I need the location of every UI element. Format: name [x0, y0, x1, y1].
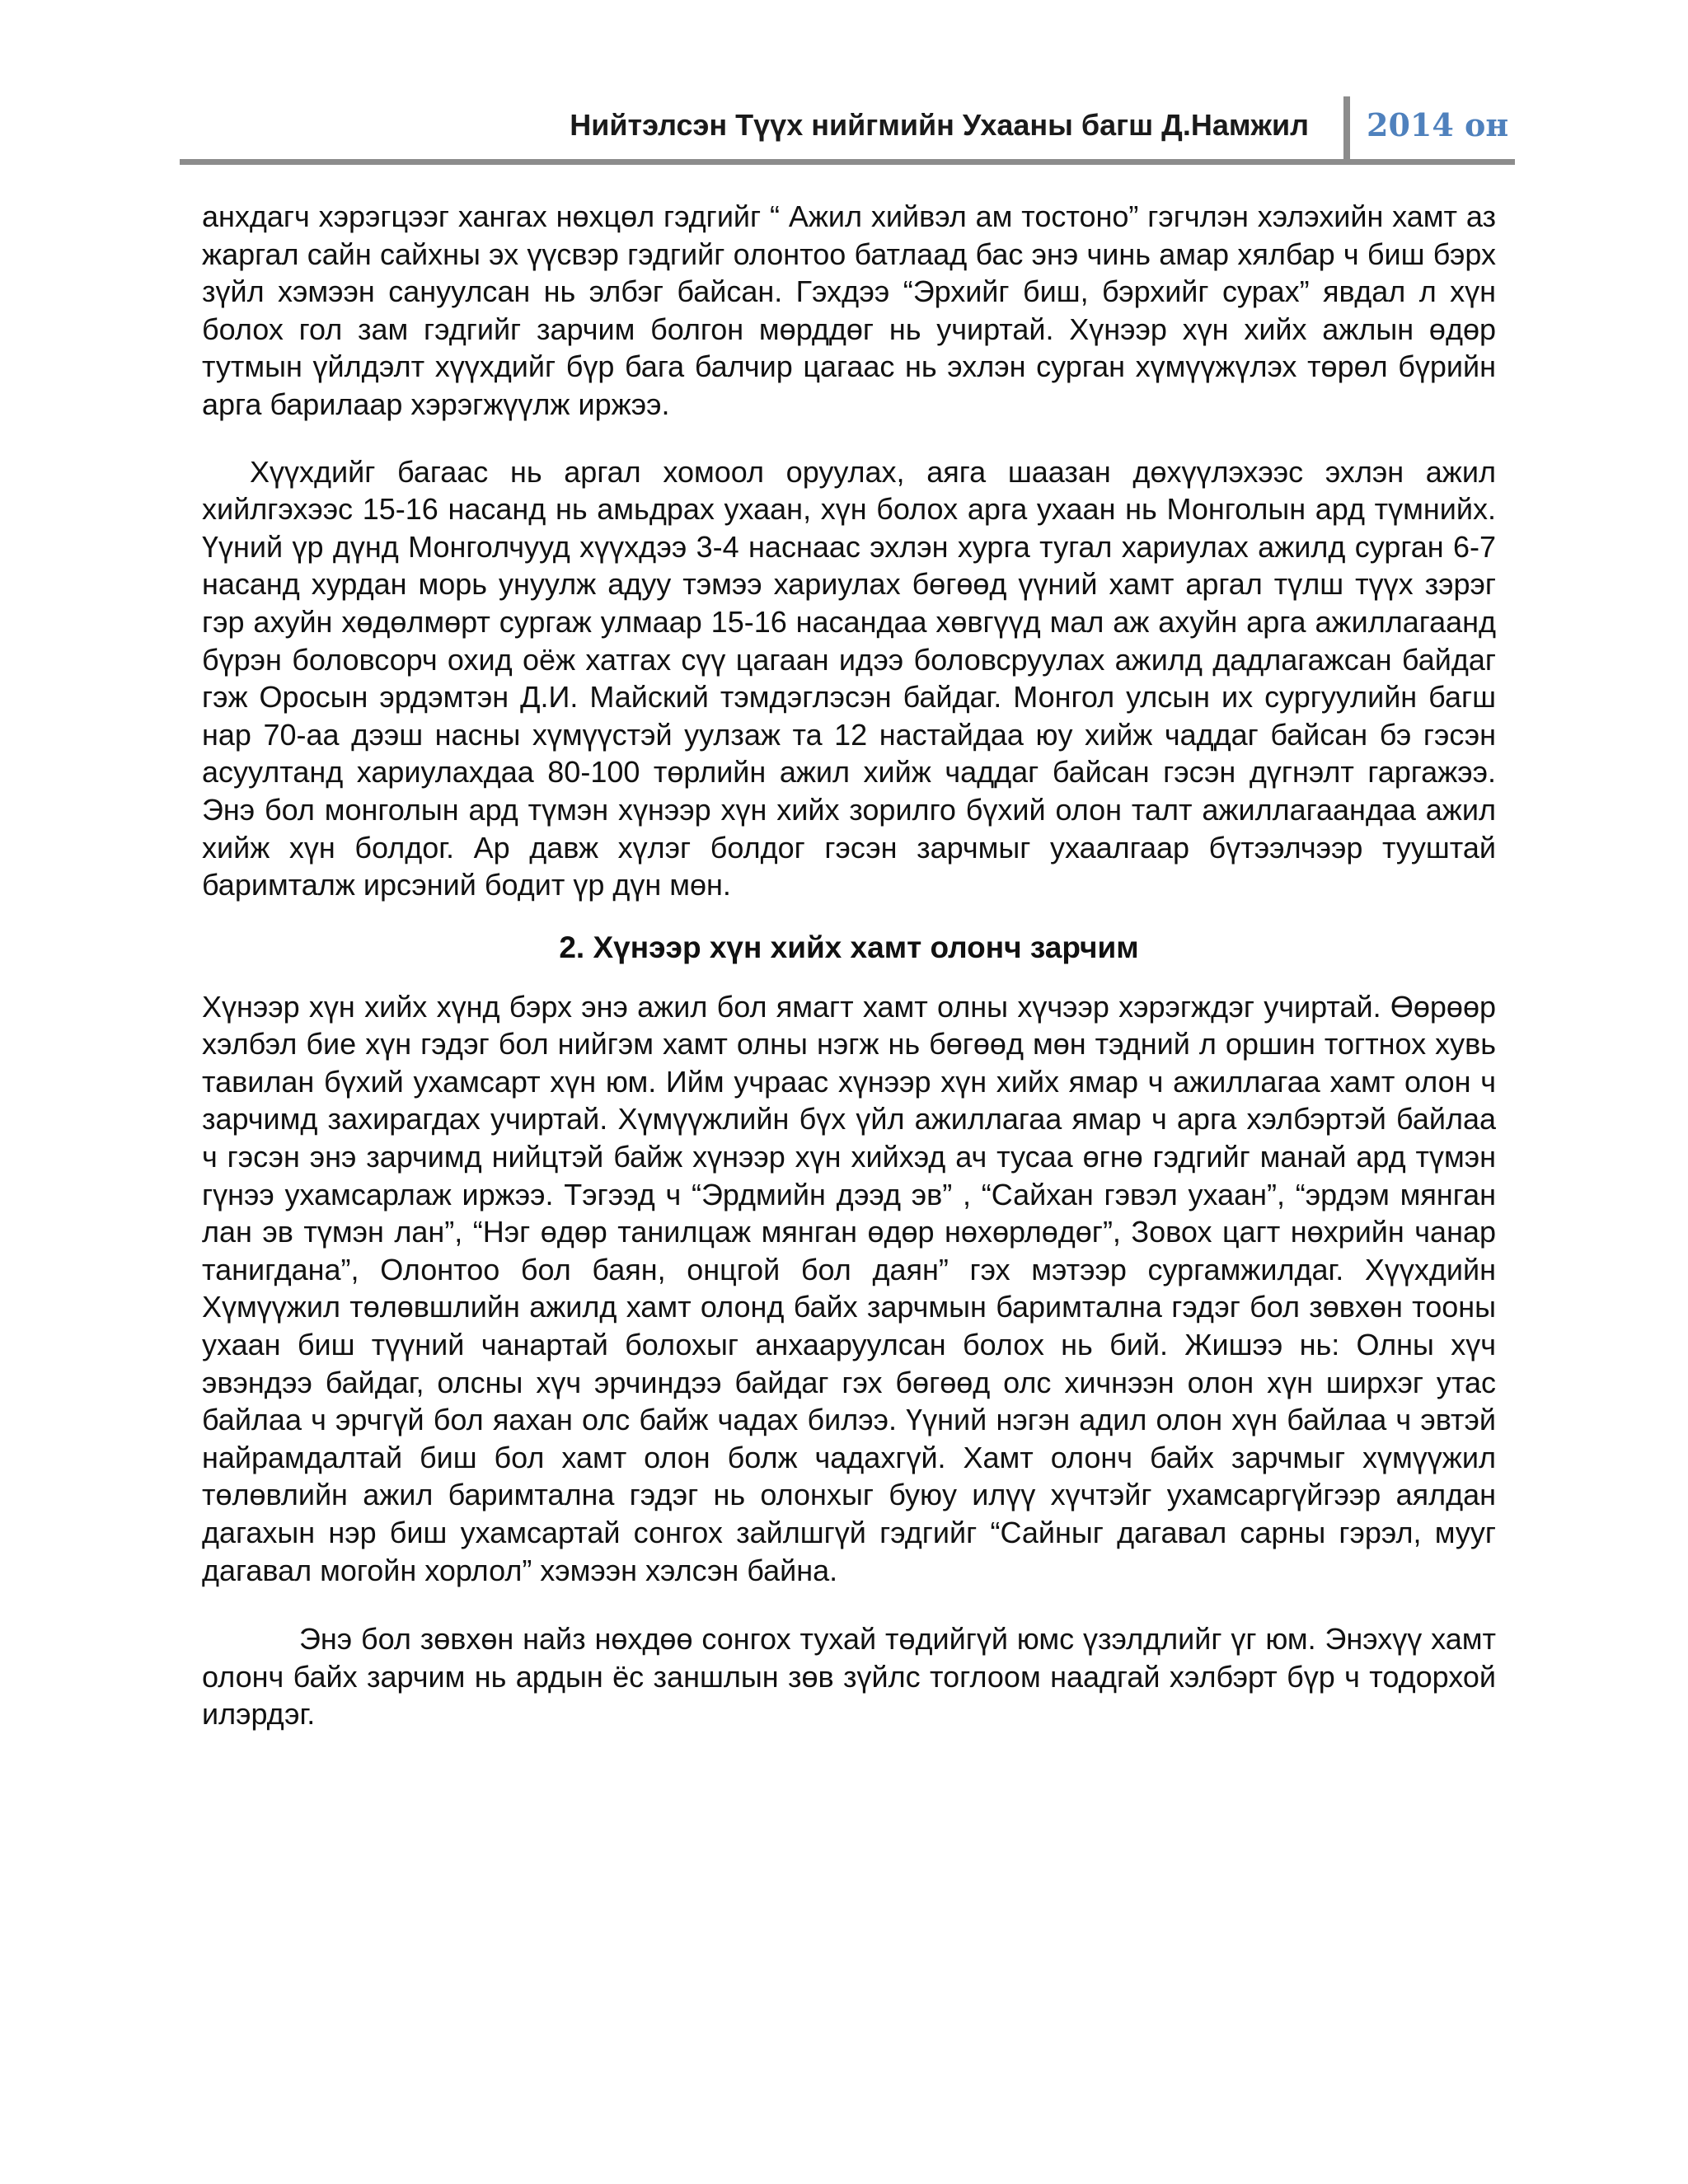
page-header — [180, 95, 1515, 161]
paragraph-4: Энэ бол зөвхөн найз нөхдөө сонгох тухай төдийгүй юмс үзэлдлийг үг юм. Энэхүү хамт олонч байх зарчим нь ардын ёс заншлын зөв зүйлс тоглоом наадгай хэлбэрт бүр ч тодорхой илэрдэг. — [202, 1622, 1496, 1732]
paragraph-3: Хүнээр хүн хийх хүнд бэрх энэ ажил бол ямагт хамт олны хүчээр хэрэгждэг учиртай. Өөрөөр хэлбэл бие хүн гэдэг бол нийгэм хамт олны нэгж нь бөгөөд мөн тэдний л оршин тогтнох хувь тавилан бүхий ухамсарт хүн юм. Ийм учраас хүнээр хүн хийх ямар ч ажиллагаа хамт олон ч зарчимд захирагдах учиртай. Хүмүүжлийн бүх үйл ажиллагаа ямар ч арга хэлбэртэй байлаа ч гэсэн энэ зарчимд нийцтэй байж хүнээр хүн хийхэд ач тусаа өгнө гэдгийг манай ард түмэн гүнээ ухамсарлаж иржээ. Тэгээд ч “Эрдмийн дээд эв” , “Сайхан гэвэл ухаан”, “эрдэм мянган лан эв түмэн лан”, “Нэг өдөр танилцаж мянган өдөр нөхөрлөдөг”, Зовох цагт нөхрийн чанар танигдана”, Олонтоо бол баян, онцгой бол даян” гэх мэтээр сургамжилдаг. Хүүхдийн Хүмүүжил төлөвшлийн ажилд хамт олонд байх зарчмын баримтална гэдэг бол зөвхөн тооны ухаан биш түүний чанартай болохыг анхааруулсан болох нь бий. Жишээ нь: Олны хүч эвэндээ байдаг, олсны хүч эрчиндээ байдаг гэх бөгөөд олс хичнээн олон хүн ширхэг утас байлаа ч эрчгүй бол яахан олс байж чадах билээ. Үүний нэгэн адил олон хүн байлаа ч эвтэй найрамдалтай биш бол хамт олон болж чадахгүй. Хамт олонч байх зарчмыг хүмүүжил төлөвлийн ажил баримтална гэдэг нь олонхыг буюу илүү хүчтэйг ухамсаргүйгээр аялдан дагахын нэр биш ухамсартай сонгох зайлшгүй гэдгийг “Сайныг дагавал сарны гэрэл, мууг дагавал могойн хорлол” хэмээн хэлсэн байна. — [202, 989, 1496, 1587]
header-title: Нийтэлсэн Түүх нийгмийн Ухааны багш Д.Намжил — [570, 108, 1309, 142]
paragraph-1: анхдагч хэрэгцээг хангах нөхцөл гэдгийг “ Ажил хийвэл ам тостоно” гэгчлэн хэлэхийн хамт аз жаргал сайн сайхны эх үүсвэр гэдгийг олонтоо батлаад бас энэ чинь амар хялбар ч биш бэрх зүйл хэмээн сануулсан нь элбэг байсан. Гэхдээ “Эрхийг биш, бэрхийг сурах” явдал л хүн болох гол зам гэдгийг зарчим болгон мөрддөг нь учиртай. Хүнээр хүн хийх ажлын өдөр тутмын үйлдэлт хүүхдийг бүр бага балчир цагаас нь эхлэн сурган хүмүүжүлэх төрөл бүрийн арга барилаар хэрэгжүүлж иржээ. — [202, 199, 1496, 421]
header-separator — [1343, 96, 1350, 159]
header-year: 2014 он — [1367, 106, 1509, 143]
section-heading: 2. Хүнээр хүн хийх хамт олонч зарчим — [559, 930, 1139, 964]
paragraph-2: Хүүхдийг багаас нь аргал хомоол оруулах, аяга шаазан дөхүүлэхээс эхлэн ажил хийлгэхээс 15-16 насанд нь амьдрах ухаан, хүн болох арга ухаан нь Монголын ард түмнийх. Үүний үр дүнд Монголчууд хүүхдээ 3-4 наснаас эхлэн хурга тугал хариулах ажилд сурган 6-7 насанд хурдан морь унуулж адуу тэмээ хариулах бөгөөд үүний хамт аргал түлш түүх зэрэг гэр ахуйн хөдөлмөрт сургаж улмаар 15-16 насандаа хөвгүүд мал аж ахуйн арга ажиллагаанд бүрэн боловсорч охид оёж хатгах сүү цагаан идээ боловсруулах ажилд дадлагажсан байдаг гэж Оросын эрдэмтэн Д.И. Майский тэмдэглэсэн байдаг. Монгол улсын их сургуулийн багш нар 70-аа дээш насны хүмүүстэй уулзаж та 12 настайдаа юу хийж чаддаг байсан бэ гэсэн асуултанд хариулахдаа 80-100 төрлийн ажил хийж чаддаг байсан гэсэн дүгнэлт гаргажээ. Энэ бол монголын ард түмэн хүнээр хүн хийх зорилго бүхий олон талт ажиллагаандаа ажил хийж хүн болдог. Ар давж хүлэг болдог гэсэн зарчмыг ухаалгаар бүтээлчээр тууштай баримталж ирсэний бодит үр дүн мөн. — [202, 454, 1496, 902]
document-body — [202, 198, 1496, 1733]
header-rule — [180, 159, 1515, 165]
